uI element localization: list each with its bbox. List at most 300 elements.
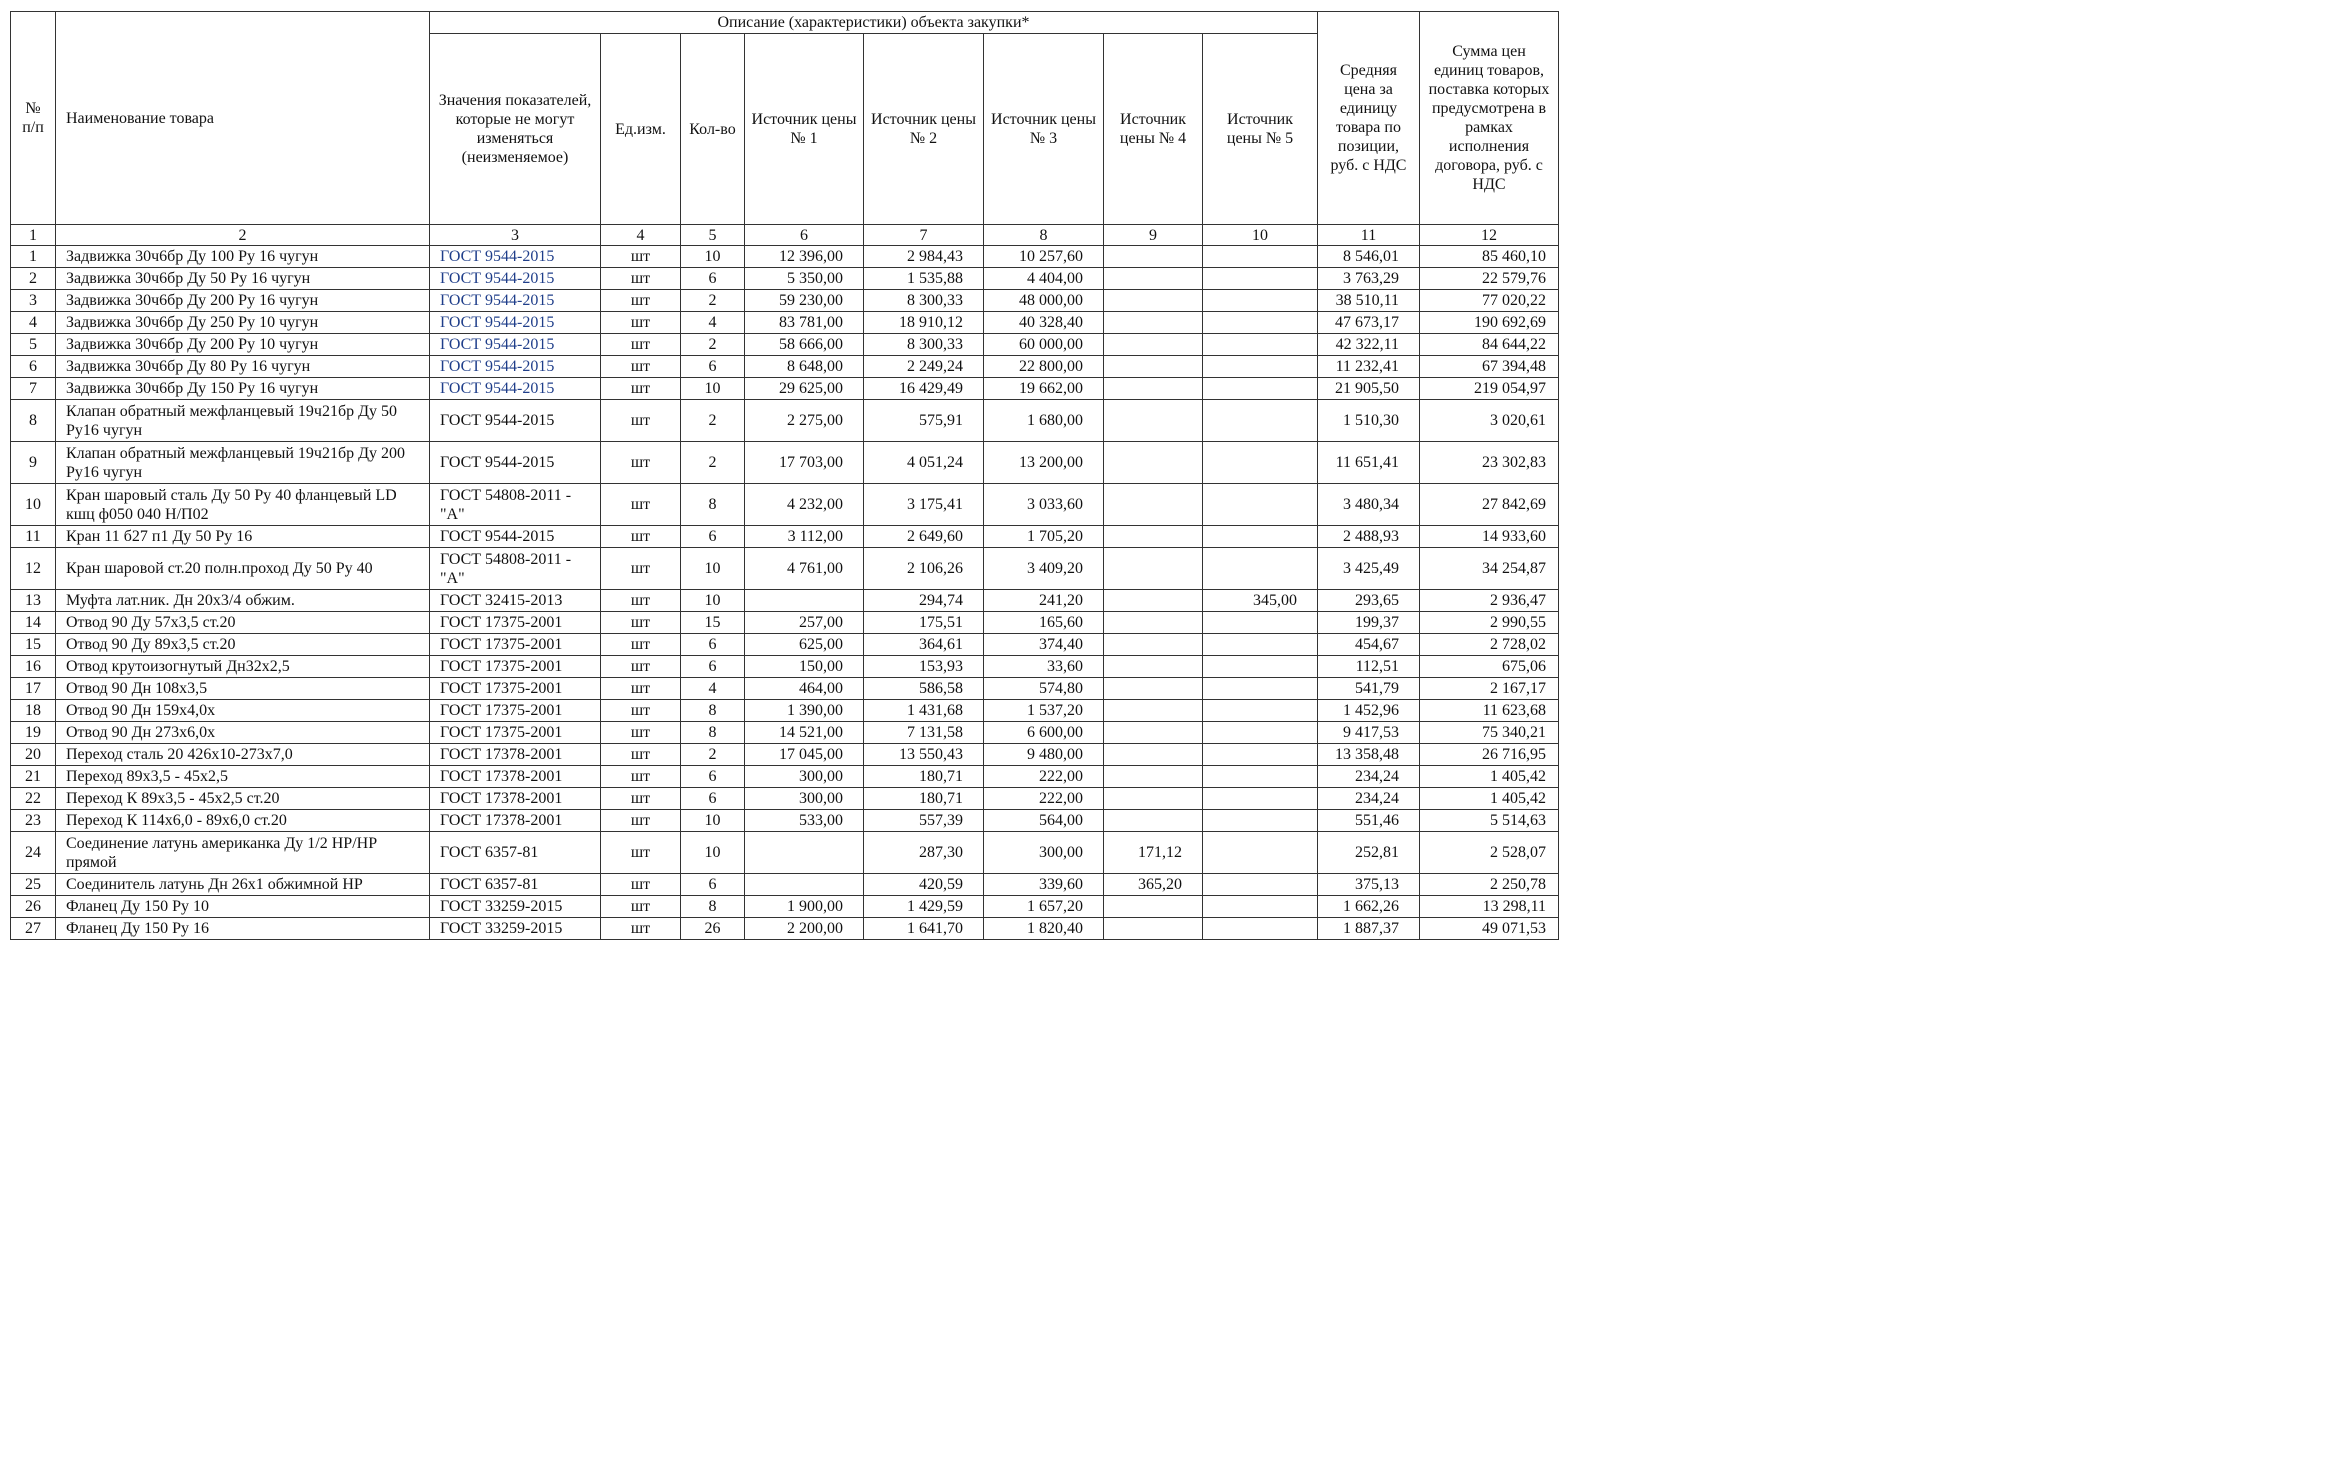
- source-4-price-cell: 171,12: [1104, 832, 1203, 874]
- unit-cell: шт: [601, 400, 681, 442]
- source-1-price-cell: 17 045,00: [745, 744, 864, 766]
- unit-cell: шт: [601, 290, 681, 312]
- source-5-price-cell: [1203, 656, 1318, 678]
- source-2-price-cell: 1 431,68: [864, 700, 984, 722]
- product-name-cell: Отвод 90 Дн 108х3,5: [56, 678, 430, 700]
- source-5-price-cell: [1203, 312, 1318, 334]
- source-3-price-cell: 222,00: [984, 788, 1104, 810]
- unit-cell: шт: [601, 484, 681, 526]
- source-3-price-cell: 1 657,20: [984, 896, 1104, 918]
- source-2-price-cell: 2 649,60: [864, 526, 984, 548]
- source-2-price-cell: 175,51: [864, 612, 984, 634]
- source-2-price-cell: 2 106,26: [864, 548, 984, 590]
- product-name-cell: Задвижка 30ч6бр Ду 100 Ру 16 чугун: [56, 246, 430, 268]
- total-sum-cell: 5 514,63: [1420, 810, 1559, 832]
- quantity-cell: 8: [681, 722, 745, 744]
- total-sum-cell: 2 936,47: [1420, 590, 1559, 612]
- source-2-price-cell: 8 300,33: [864, 290, 984, 312]
- average-price-cell: 9 417,53: [1318, 722, 1420, 744]
- unit-cell: шт: [601, 378, 681, 400]
- total-sum-cell: 190 692,69: [1420, 312, 1559, 334]
- source-3-price-cell: 165,60: [984, 612, 1104, 634]
- standard-cell: ГОСТ 9544-2015: [430, 246, 601, 268]
- average-price-cell: 13 358,48: [1318, 744, 1420, 766]
- source-2-price-cell: 13 550,43: [864, 744, 984, 766]
- row-number-cell: 14: [11, 612, 56, 634]
- row-number-cell: 15: [11, 634, 56, 656]
- quantity-cell: 10: [681, 810, 745, 832]
- source-1-price-cell: 300,00: [745, 766, 864, 788]
- source-2-price-cell: 294,74: [864, 590, 984, 612]
- average-price-cell: 1 452,96: [1318, 700, 1420, 722]
- quantity-cell: 10: [681, 832, 745, 874]
- source-5-price-cell: [1203, 548, 1318, 590]
- source-2-price-cell: 1 429,59: [864, 896, 984, 918]
- source-4-price-cell: [1104, 810, 1203, 832]
- column-number-cell: 12: [1420, 225, 1559, 246]
- source-2-price-cell: 2 984,43: [864, 246, 984, 268]
- header-standard: Значения показателей, которые не могут изменяться (неизменяемое): [430, 34, 601, 225]
- column-number-cell: 6: [745, 225, 864, 246]
- product-name-cell: Задвижка 30ч6бр Ду 250 Ру 10 чугун: [56, 312, 430, 334]
- source-4-price-cell: [1104, 612, 1203, 634]
- quantity-cell: 6: [681, 268, 745, 290]
- row-number-cell: 27: [11, 918, 56, 940]
- row-number-cell: 21: [11, 766, 56, 788]
- total-sum-cell: 1 405,42: [1420, 788, 1559, 810]
- header-unit: Ед.изм.: [601, 34, 681, 225]
- standard-cell: ГОСТ 17375-2001: [430, 678, 601, 700]
- average-price-cell: 1 887,37: [1318, 918, 1420, 940]
- table-row: [11, 334, 1559, 356]
- average-price-cell: 252,81: [1318, 832, 1420, 874]
- product-name-cell: Соединитель латунь Дн 26х1 обжимной НР: [56, 874, 430, 896]
- product-name-cell: Отвод крутоизогнутый Дн32х2,5: [56, 656, 430, 678]
- table-row: [11, 400, 1559, 442]
- table-row: [11, 290, 1559, 312]
- average-price-cell: 2 488,93: [1318, 526, 1420, 548]
- source-4-price-cell: 365,20: [1104, 874, 1203, 896]
- row-number-cell: 7: [11, 378, 56, 400]
- unit-cell: шт: [601, 832, 681, 874]
- source-2-price-cell: 8 300,33: [864, 334, 984, 356]
- source-3-price-cell: 60 000,00: [984, 334, 1104, 356]
- source-5-price-cell: [1203, 400, 1318, 442]
- source-5-price-cell: [1203, 678, 1318, 700]
- average-price-cell: 3 763,29: [1318, 268, 1420, 290]
- source-1-price-cell: 17 703,00: [745, 442, 864, 484]
- source-2-price-cell: 1 535,88: [864, 268, 984, 290]
- table-row: [11, 548, 1559, 590]
- total-sum-cell: 2 990,55: [1420, 612, 1559, 634]
- product-name-cell: Соединение латунь американка Ду 1/2 НР/НР прямой: [56, 832, 430, 874]
- source-1-price-cell: 257,00: [745, 612, 864, 634]
- unit-cell: шт: [601, 548, 681, 590]
- source-4-price-cell: [1104, 678, 1203, 700]
- quantity-cell: 2: [681, 290, 745, 312]
- total-sum-cell: 77 020,22: [1420, 290, 1559, 312]
- row-number-cell: 4: [11, 312, 56, 334]
- average-price-cell: 551,46: [1318, 810, 1420, 832]
- unit-cell: шт: [601, 356, 681, 378]
- quantity-cell: 2: [681, 442, 745, 484]
- unit-cell: шт: [601, 612, 681, 634]
- average-price-cell: 21 905,50: [1318, 378, 1420, 400]
- standard-cell: ГОСТ 17378-2001: [430, 810, 601, 832]
- quantity-cell: 2: [681, 744, 745, 766]
- quantity-cell: 8: [681, 700, 745, 722]
- quantity-cell: 10: [681, 548, 745, 590]
- standard-cell: ГОСТ 9544-2015: [430, 526, 601, 548]
- standard-cell: ГОСТ 9544-2015: [430, 334, 601, 356]
- row-number-cell: 1: [11, 246, 56, 268]
- average-price-cell: 3 480,34: [1318, 484, 1420, 526]
- source-3-price-cell: 3 033,60: [984, 484, 1104, 526]
- quantity-cell: 15: [681, 612, 745, 634]
- quantity-cell: 6: [681, 356, 745, 378]
- standard-cell: ГОСТ 17375-2001: [430, 722, 601, 744]
- quantity-cell: 10: [681, 378, 745, 400]
- average-price-cell: 1 662,26: [1318, 896, 1420, 918]
- standard-cell: ГОСТ 9544-2015: [430, 378, 601, 400]
- source-2-price-cell: 1 641,70: [864, 918, 984, 940]
- source-4-price-cell: [1104, 656, 1203, 678]
- source-2-price-cell: 420,59: [864, 874, 984, 896]
- source-3-price-cell: 1 537,20: [984, 700, 1104, 722]
- quantity-cell: 8: [681, 896, 745, 918]
- table-row: [11, 722, 1559, 744]
- row-number-cell: 24: [11, 832, 56, 874]
- total-sum-cell: 84 644,22: [1420, 334, 1559, 356]
- row-number-cell: 18: [11, 700, 56, 722]
- unit-cell: шт: [601, 766, 681, 788]
- source-3-price-cell: 564,00: [984, 810, 1104, 832]
- standard-cell: ГОСТ 54808-2011 - "А": [430, 484, 601, 526]
- total-sum-cell: 13 298,11: [1420, 896, 1559, 918]
- product-name-cell: Кран шаровый сталь Ду 50 Ру 40 фланцевый LD кшц ф050 040 Н/П02: [56, 484, 430, 526]
- row-number-cell: 25: [11, 874, 56, 896]
- source-5-price-cell: [1203, 744, 1318, 766]
- source-4-price-cell: [1104, 334, 1203, 356]
- source-4-price-cell: [1104, 590, 1203, 612]
- source-3-price-cell: 13 200,00: [984, 442, 1104, 484]
- average-price-cell: 11 651,41: [1318, 442, 1420, 484]
- source-4-price-cell: [1104, 548, 1203, 590]
- quantity-cell: 6: [681, 766, 745, 788]
- table-row: [11, 526, 1559, 548]
- average-price-cell: 234,24: [1318, 766, 1420, 788]
- total-sum-cell: 23 302,83: [1420, 442, 1559, 484]
- standard-cell: ГОСТ 9544-2015: [430, 268, 601, 290]
- unit-cell: шт: [601, 918, 681, 940]
- quantity-cell: 4: [681, 312, 745, 334]
- source-4-price-cell: [1104, 634, 1203, 656]
- source-5-price-cell: [1203, 634, 1318, 656]
- source-1-price-cell: 2 200,00: [745, 918, 864, 940]
- source-1-price-cell: 1 900,00: [745, 896, 864, 918]
- table-row: [11, 874, 1559, 896]
- product-name-cell: Отвод 90 Ду 57х3,5 ст.20: [56, 612, 430, 634]
- table-row: [11, 918, 1559, 940]
- source-3-price-cell: 48 000,00: [984, 290, 1104, 312]
- unit-cell: шт: [601, 896, 681, 918]
- unit-cell: шт: [601, 246, 681, 268]
- source-5-price-cell: [1203, 442, 1318, 484]
- source-5-price-cell: [1203, 832, 1318, 874]
- row-number-cell: 10: [11, 484, 56, 526]
- source-3-price-cell: 300,00: [984, 832, 1104, 874]
- header-total-sum: Сумма цен единиц товаров, поставка которых предусмотрена в рамках исполнения договора, руб. с НДС: [1420, 12, 1559, 225]
- source-2-price-cell: 575,91: [864, 400, 984, 442]
- quantity-cell: 6: [681, 788, 745, 810]
- source-2-price-cell: 364,61: [864, 634, 984, 656]
- source-3-price-cell: 339,60: [984, 874, 1104, 896]
- total-sum-cell: 34 254,87: [1420, 548, 1559, 590]
- total-sum-cell: 26 716,95: [1420, 744, 1559, 766]
- source-5-price-cell: [1203, 246, 1318, 268]
- table-row: [11, 656, 1559, 678]
- column-number-cell: 5: [681, 225, 745, 246]
- total-sum-cell: 2 728,02: [1420, 634, 1559, 656]
- source-2-price-cell: 16 429,49: [864, 378, 984, 400]
- table-row: [11, 678, 1559, 700]
- product-name-cell: Переход 89х3,5 - 45х2,5: [56, 766, 430, 788]
- table-body: [11, 246, 1559, 940]
- row-number-cell: 20: [11, 744, 56, 766]
- source-3-price-cell: 4 404,00: [984, 268, 1104, 290]
- source-5-price-cell: [1203, 700, 1318, 722]
- average-price-cell: 454,67: [1318, 634, 1420, 656]
- row-number-cell: 26: [11, 896, 56, 918]
- source-3-price-cell: 374,40: [984, 634, 1104, 656]
- source-4-price-cell: [1104, 400, 1203, 442]
- header-source-5: Источник цены № 5: [1203, 34, 1318, 225]
- source-5-price-cell: [1203, 788, 1318, 810]
- product-name-cell: Отвод 90 Дн 159х4,0х: [56, 700, 430, 722]
- table-row: [11, 788, 1559, 810]
- source-4-price-cell: [1104, 268, 1203, 290]
- source-1-price-cell: 150,00: [745, 656, 864, 678]
- average-price-cell: 47 673,17: [1318, 312, 1420, 334]
- source-3-price-cell: 19 662,00: [984, 378, 1104, 400]
- total-sum-cell: 3 020,61: [1420, 400, 1559, 442]
- quantity-cell: 6: [681, 874, 745, 896]
- standard-cell: ГОСТ 9544-2015: [430, 356, 601, 378]
- unit-cell: шт: [601, 874, 681, 896]
- source-2-price-cell: 180,71: [864, 766, 984, 788]
- total-sum-cell: 67 394,48: [1420, 356, 1559, 378]
- source-1-price-cell: 300,00: [745, 788, 864, 810]
- product-name-cell: Задвижка 30ч6бр Ду 50 Ру 16 чугун: [56, 268, 430, 290]
- product-name-cell: Кран 11 б27 п1 Ду 50 Ру 16: [56, 526, 430, 548]
- row-number-cell: 23: [11, 810, 56, 832]
- average-price-cell: 375,13: [1318, 874, 1420, 896]
- standard-cell: ГОСТ 9544-2015: [430, 442, 601, 484]
- unit-cell: шт: [601, 744, 681, 766]
- source-4-price-cell: [1104, 290, 1203, 312]
- source-1-price-cell: 533,00: [745, 810, 864, 832]
- total-sum-cell: 219 054,97: [1420, 378, 1559, 400]
- average-price-cell: 42 322,11: [1318, 334, 1420, 356]
- source-1-price-cell: 12 396,00: [745, 246, 864, 268]
- row-number-cell: 11: [11, 526, 56, 548]
- source-1-price-cell: 5 350,00: [745, 268, 864, 290]
- source-1-price-cell: 3 112,00: [745, 526, 864, 548]
- standard-cell: ГОСТ 6357-81: [430, 874, 601, 896]
- source-5-price-cell: [1203, 290, 1318, 312]
- row-number-cell: 22: [11, 788, 56, 810]
- source-2-price-cell: 586,58: [864, 678, 984, 700]
- column-number-cell: 3: [430, 225, 601, 246]
- source-4-price-cell: [1104, 918, 1203, 940]
- header-name: Наименование товара: [56, 12, 430, 225]
- standard-cell: ГОСТ 33259-2015: [430, 918, 601, 940]
- column-number-cell: 9: [1104, 225, 1203, 246]
- source-5-price-cell: [1203, 612, 1318, 634]
- source-1-price-cell: 8 648,00: [745, 356, 864, 378]
- source-5-price-cell: [1203, 810, 1318, 832]
- quantity-cell: 10: [681, 590, 745, 612]
- source-4-price-cell: [1104, 788, 1203, 810]
- source-1-price-cell: 14 521,00: [745, 722, 864, 744]
- column-number-cell: 7: [864, 225, 984, 246]
- total-sum-cell: 2 167,17: [1420, 678, 1559, 700]
- table-row: [11, 896, 1559, 918]
- source-1-price-cell: 83 781,00: [745, 312, 864, 334]
- product-name-cell: Переход сталь 20 426х10-273х7,0: [56, 744, 430, 766]
- column-number-cell: 4: [601, 225, 681, 246]
- quantity-cell: 10: [681, 246, 745, 268]
- source-5-price-cell: [1203, 526, 1318, 548]
- table-row: [11, 356, 1559, 378]
- source-3-price-cell: 222,00: [984, 766, 1104, 788]
- source-5-price-cell: [1203, 268, 1318, 290]
- row-number-cell: 13: [11, 590, 56, 612]
- total-sum-cell: 14 933,60: [1420, 526, 1559, 548]
- standard-cell: ГОСТ 17375-2001: [430, 700, 601, 722]
- average-price-cell: 1 510,30: [1318, 400, 1420, 442]
- source-5-price-cell: [1203, 874, 1318, 896]
- source-1-price-cell: 4 232,00: [745, 484, 864, 526]
- unit-cell: шт: [601, 268, 681, 290]
- unit-cell: шт: [601, 788, 681, 810]
- total-sum-cell: 11 623,68: [1420, 700, 1559, 722]
- source-4-price-cell: [1104, 356, 1203, 378]
- table-row: [11, 744, 1559, 766]
- average-price-cell: 8 546,01: [1318, 246, 1420, 268]
- unit-cell: шт: [601, 722, 681, 744]
- total-sum-cell: 1 405,42: [1420, 766, 1559, 788]
- product-name-cell: Задвижка 30ч6бр Ду 150 Ру 16 чугун: [56, 378, 430, 400]
- source-5-price-cell: 345,00: [1203, 590, 1318, 612]
- column-number-cell: 1: [11, 225, 56, 246]
- row-number-cell: 5: [11, 334, 56, 356]
- source-4-price-cell: [1104, 442, 1203, 484]
- product-name-cell: Кран шаровой ст.20 полн.проход Ду 50 Ру 40: [56, 548, 430, 590]
- source-3-price-cell: 1 705,20: [984, 526, 1104, 548]
- source-4-price-cell: [1104, 700, 1203, 722]
- source-2-price-cell: 2 249,24: [864, 356, 984, 378]
- product-name-cell: Фланец Ду 150 Ру 16: [56, 918, 430, 940]
- source-2-price-cell: 7 131,58: [864, 722, 984, 744]
- unit-cell: шт: [601, 656, 681, 678]
- source-4-price-cell: [1104, 526, 1203, 548]
- source-5-price-cell: [1203, 484, 1318, 526]
- table-row: [11, 312, 1559, 334]
- source-5-price-cell: [1203, 378, 1318, 400]
- source-3-price-cell: 3 409,20: [984, 548, 1104, 590]
- standard-cell: ГОСТ 17375-2001: [430, 634, 601, 656]
- total-sum-cell: 49 071,53: [1420, 918, 1559, 940]
- source-5-price-cell: [1203, 766, 1318, 788]
- row-number-cell: 16: [11, 656, 56, 678]
- source-5-price-cell: [1203, 334, 1318, 356]
- table-row: [11, 442, 1559, 484]
- source-5-price-cell: [1203, 896, 1318, 918]
- average-price-cell: 38 510,11: [1318, 290, 1420, 312]
- source-3-price-cell: 1 680,00: [984, 400, 1104, 442]
- quantity-cell: 4: [681, 678, 745, 700]
- header-average-price: Средняя цена за единицу товара по позиции, руб. с НДС: [1318, 12, 1420, 225]
- unit-cell: шт: [601, 700, 681, 722]
- product-name-cell: Задвижка 30ч6бр Ду 200 Ру 10 чугун: [56, 334, 430, 356]
- column-number-cell: 10: [1203, 225, 1318, 246]
- table-row: [11, 268, 1559, 290]
- quantity-cell: 26: [681, 918, 745, 940]
- standard-cell: ГОСТ 17378-2001: [430, 744, 601, 766]
- source-5-price-cell: [1203, 918, 1318, 940]
- source-1-price-cell: [745, 590, 864, 612]
- product-name-cell: Переход К 114х6,0 - 89х6,0 ст.20: [56, 810, 430, 832]
- source-4-price-cell: [1104, 378, 1203, 400]
- source-4-price-cell: [1104, 484, 1203, 526]
- product-name-cell: Отвод 90 Ду 89х3,5 ст.20: [56, 634, 430, 656]
- header-source-2: Источник цены № 2: [864, 34, 984, 225]
- source-1-price-cell: 59 230,00: [745, 290, 864, 312]
- unit-cell: шт: [601, 312, 681, 334]
- quantity-cell: 2: [681, 334, 745, 356]
- source-2-price-cell: 180,71: [864, 788, 984, 810]
- procurement-table: [10, 11, 1559, 940]
- source-4-price-cell: [1104, 312, 1203, 334]
- total-sum-cell: 85 460,10: [1420, 246, 1559, 268]
- source-3-price-cell: 40 328,40: [984, 312, 1104, 334]
- product-name-cell: Задвижка 30ч6бр Ду 200 Ру 16 чугун: [56, 290, 430, 312]
- average-price-cell: 3 425,49: [1318, 548, 1420, 590]
- source-3-price-cell: 22 800,00: [984, 356, 1104, 378]
- header-source-4: Источник цены № 4: [1104, 34, 1203, 225]
- standard-cell: ГОСТ 17378-2001: [430, 766, 601, 788]
- average-price-cell: 112,51: [1318, 656, 1420, 678]
- source-1-price-cell: 464,00: [745, 678, 864, 700]
- unit-cell: шт: [601, 334, 681, 356]
- source-4-price-cell: [1104, 896, 1203, 918]
- source-3-price-cell: 10 257,60: [984, 246, 1104, 268]
- source-5-price-cell: [1203, 722, 1318, 744]
- row-number-cell: 17: [11, 678, 56, 700]
- unit-cell: шт: [601, 634, 681, 656]
- source-1-price-cell: 2 275,00: [745, 400, 864, 442]
- source-3-price-cell: 241,20: [984, 590, 1104, 612]
- source-1-price-cell: 1 390,00: [745, 700, 864, 722]
- source-2-price-cell: 18 910,12: [864, 312, 984, 334]
- standard-cell: ГОСТ 9544-2015: [430, 312, 601, 334]
- standard-cell: ГОСТ 32415-2013: [430, 590, 601, 612]
- unit-cell: шт: [601, 442, 681, 484]
- quantity-cell: 6: [681, 656, 745, 678]
- source-4-price-cell: [1104, 722, 1203, 744]
- standard-cell: ГОСТ 6357-81: [430, 832, 601, 874]
